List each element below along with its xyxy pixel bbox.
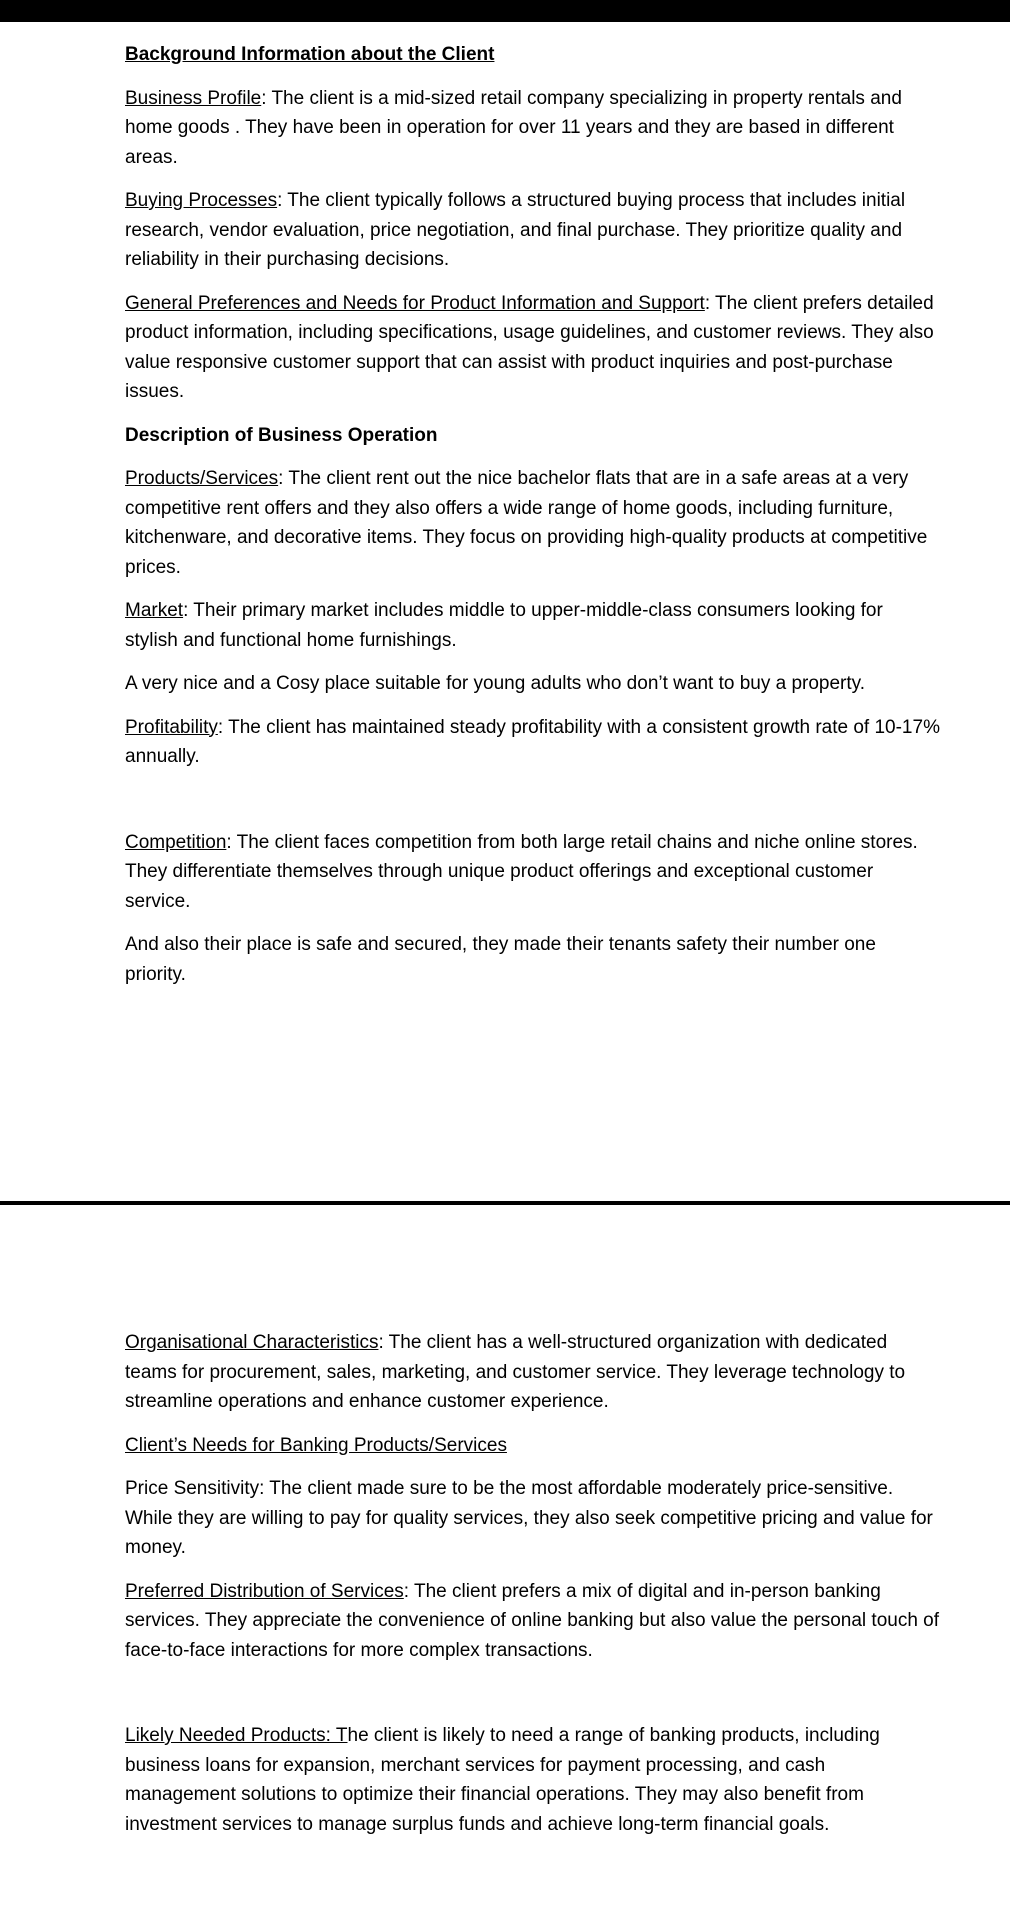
market-text: : Their primary market includes middle to upper-middle-class consumers looking for stylish and functional home furnishings. [125,600,883,651]
blank-line [125,1679,940,1721]
preferred-distribution-text: : The client prefers a mix of digital and in-person banking services. They appreciate the convenience of online banking but also value the personal touch of face-to-face interactions for more complex transactions. [125,1580,940,1661]
paragraph-buying-processes [125,186,940,275]
paragraph-general-preferences [125,289,940,407]
products-services-label: Products/Services [125,468,279,489]
preferred-distribution-label: Preferred Distribution of Services [125,1580,404,1602]
likely-needed-text: he client is likely to need a range of banking products, including business loans for expansion, merchant services for payment processing, and cash management solutions to optimize their financial operations. They may also benefit from investment services to manage surplus funds and achieve long-term financial goals. [125,1725,880,1835]
paragraph-competition [125,828,940,917]
organisational-text: : The client has a well-structured organization with dedicated teams for procurement, sales, marketing, and customer service. They leverage technology to streamline operations and enhance customer experience. [125,1332,906,1412]
document-page-1 [125,40,940,1003]
business-profile-text: : The client is a mid-sized retail company specializing in property rentals and home goods . They have been in operation for over 11 years and they are based in different areas. [125,87,902,168]
profitability-label: Profitability [125,716,218,738]
profitability-text: : The client has maintained steady profitability with a consistent growth rate of 10-17% annually. [125,716,940,767]
competition-text: : The client faces competition from both large retail chains and niche online stores. They differentiate themselves through unique product offerings and exceptional customer service. [125,831,918,912]
paragraph-market [125,596,940,655]
general-preferences-label: General Preferences and Needs for Product Information and Support [125,292,705,314]
market-label: Market [125,600,184,621]
paragraph-cosy-place: A very nice and a Cosy place suitable for young adults who don’t want to buy a property. [125,673,866,694]
heading-business-operation [125,421,940,451]
paragraph-preferred-distribution [125,1577,940,1666]
paragraph-organisational [125,1328,940,1417]
buying-processes-text: : The client typically follows a structured buying process that includes initial research, vendor evaluation, price negotiation, and final purchase. They prioritize quality and reliability in their purchasing decisions. [125,190,906,270]
organisational-label: Organisational Characteristics [125,1332,379,1353]
document-page-2 [125,1328,940,1853]
likely-needed-label: Likely Needed Products: T [125,1725,348,1746]
heading-text: Description of Business Operation [125,424,438,446]
buying-processes-label: Buying Processes [125,190,278,211]
competition-label: Competition [125,831,227,853]
top-bar [0,0,1010,22]
business-profile-label: Business Profile [125,87,262,109]
blank-line [125,786,940,828]
paragraph-likely-needed [125,1721,940,1839]
paragraph-profitability [125,713,940,772]
heading-text: Client’s Needs for Banking Products/Services [125,1434,507,1456]
paragraph-safety: And also their place is safe and secured, they made their tenants safety their number one priority. [125,934,876,985]
products-services-text: : The client rent out the nice bachelor flats that are in a safe areas at a very competitive rent offers and they also offers a wide range of home goods, including furniture, kitchenware, and decorative items. They focus on providing high-quality products at competitive prices. [125,468,928,578]
heading-background-info [125,40,940,70]
heading-text: Background Information about the Client [125,44,495,65]
paragraph-price-sensitivity: Price Sensitivity: The client made sure to be the most affordable moderately price-sensitive. While they are willing to pay for quality services, they also seek competitive pricing and value for money. [125,1478,933,1558]
general-preferences-text: : The client prefers detailed product information, including specifications, usage guidelines, and customer reviews. They also value responsive customer support that can assist with product inquiries and post-purchase issues. [125,292,934,402]
heading-banking-needs [125,1431,940,1461]
paragraph-products-services [125,464,940,582]
page-divider [0,1201,1010,1205]
paragraph-business-profile [125,84,940,173]
